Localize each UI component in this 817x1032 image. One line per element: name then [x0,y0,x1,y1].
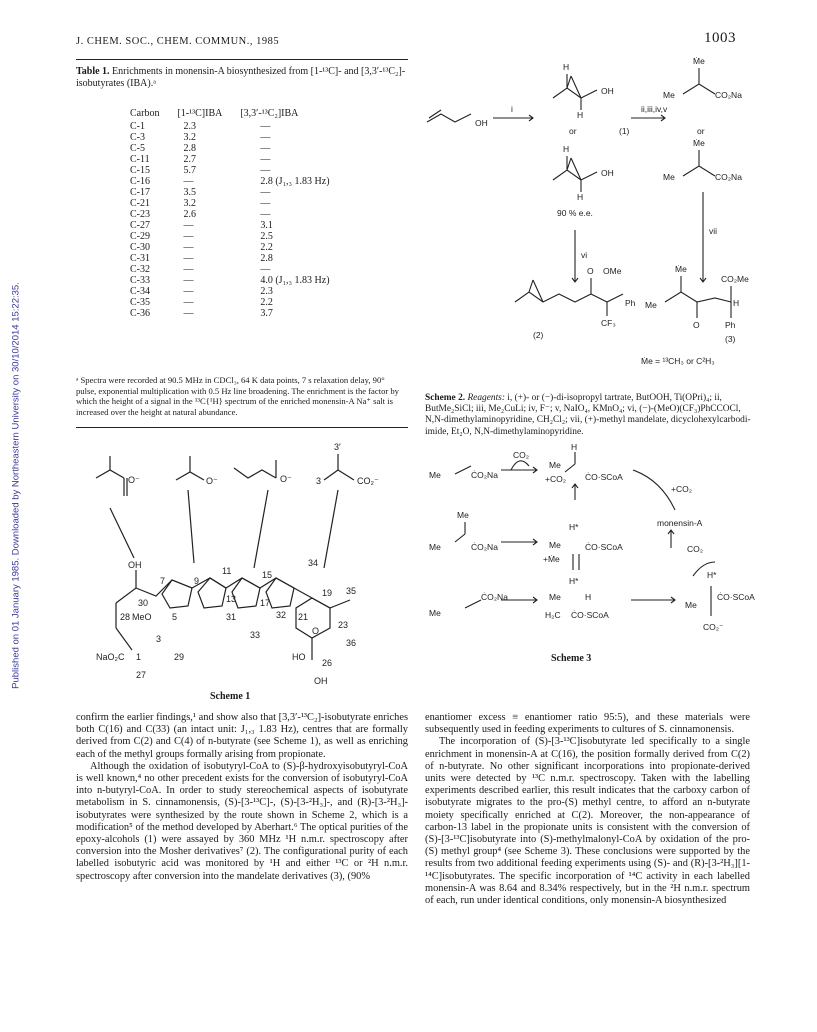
plus-co2-label: +CO₂ [671,484,693,494]
carbon-cell: C-29 [130,231,150,242]
body-right-paragraph-2: The incorporation of (S)-[3-¹³C]isobutyrate led specifically to a single enrichment in monensin-A at C(16), the position formally derived from C(2) of n-butyrate. No other significant incorporations into propionate-derived units were detected by ¹³C n.m.r. spectroscopy. Taken with the labelling experiments described earlier, this result indicates that the carboxy carbon of isobutyrate migrates to the pro-(S) methyl centre, to afford an n-butyrate moiety specifically enriched at C(2). Moreover, the non-appearance of carbon-13 label in the propionate units is consistent with the conversion of (S)-[3-¹³C]isobutyrate into (S)-methylmalonyl-CoA by oxidation of the pro-(S) methyl group⁴ (see Scheme 3). These conclusions were supported by the results from two additional feeding experiments using (S)- and (R)-[3-²H₃][1-¹⁴C]isobutyrates. The specific incorporation of ¹⁴C activity in each labelled monensin-A was 8.64 and 8.34% respectively, but in the ²H n.m.r. spectrum of each, run under identical conditions, only monensin-A biosynthesized [425,736,750,907]
mandelate-me2-label: Me [645,300,657,310]
precursor-2-bonds [176,472,204,480]
isobutyrate-1-bonds [683,84,715,94]
carbon-cell: C-33 [130,275,150,286]
table-row [130,286,348,297]
iba-33-13c2-cell: — [260,154,271,165]
row1-substrate-bond [455,466,471,474]
table-row [130,165,348,176]
carbon-cell: C-30 [130,242,150,253]
c1-label: 1 [136,652,142,662]
table-footnote: ᵃ Spectra were recorded at 90.5 MHz in CDCl₃, 64 K data points, 7 s relaxation delay, 90° pulse, exponential multiplication with 0.5 Hz line broadening. The enrichment is the factor by which the height of a signal in the ¹³C{¹H} spectrum of the enriched monensin-A Na⁺ salt is increased over the height at natural abundance. [76,375,399,417]
c33-label: 33 [250,630,261,640]
ring-a [162,580,192,608]
row2-me: Me [429,542,441,552]
epoxide-1-bonds [553,88,597,98]
step-vii-label: vii [709,226,718,236]
iba-1-13c-cell: — [183,308,194,319]
iba-33-13c2-cell: — [260,165,271,176]
row3-product-h2c: H₂C [545,610,561,620]
row1-product-h-label: H [571,442,578,452]
iba-33-13c2-cell: — [260,264,271,275]
iba-1-13c-cell: 3.2 [183,198,196,209]
scheme3-label: Scheme 3 [551,653,592,664]
iba-33-13c2-cell: 2.5 [260,231,273,242]
carbon-cell: C-34 [130,286,150,297]
iba-33-13c2-cell: 2.8 (J₁,₃ 1.83 Hz) [260,176,330,187]
table-row [130,297,348,308]
monensin-label: monensin-A [657,518,703,528]
iba-1-13c-cell: — [183,176,194,187]
table-bottom-rule [76,427,408,428]
allylic-oh-label: OH [475,118,488,128]
table-row [130,198,348,209]
iba-1-13c-cell: 3.5 [183,187,196,198]
row3-co2na: ĊO₂Na [481,592,508,602]
table-row [130,176,348,187]
mosher-epoxide-o [529,280,533,292]
column-header-carbon: Carbon [130,108,160,119]
body-right-column [425,712,750,907]
carbon-cell: C-11 [130,154,150,165]
epoxide-2-h2-label: H [577,192,584,202]
scheme3-figure [425,442,755,650]
ho-label: HO [292,652,306,662]
epoxide-1-oh-label: OH [601,86,614,96]
mandelate-me-label: Ṁe [675,264,687,274]
body-left-paragraph-1: confirm the earlier findings,¹ and show also that [3,3′-¹³C₂]-isobutyrate enriches both C(16) and C(33) (an intact unit: J₁,₃ 1.83 Hz), centres that are formally derived from C(2) and C(4) of n-butyrate (see Scheme 1), as well as enriching each of the methyl groups formally arising from propionate. [76,712,408,760]
c13-label: 13 [226,594,237,604]
step-i-label: i [511,104,513,114]
carbon-cell: C-15 [130,165,150,176]
scheme1-figure [76,438,408,688]
iba-33-13c2-cell: — [260,121,271,132]
body-left-column [76,712,408,883]
iba-1-13c-cell: — [183,297,194,308]
mosher-ome-label: OMe [603,266,622,276]
row1-co2-curve [511,461,529,470]
iba-1-13c-cell: — [183,275,194,286]
isobutyrate-2-me-label: Ṁe [693,138,705,148]
prime-label: 3′ [334,442,341,452]
row1-product-bond [565,464,575,472]
c36-label: 36 [346,638,357,648]
epoxide-2-h-label: H [563,144,570,154]
table-row [130,132,348,143]
iba-33-13c2-cell: 4.0 (J₁,₃ 1.83 Hz) [260,275,330,286]
table-row [130,264,348,275]
c29-label: 29 [174,652,185,662]
table-caption [76,66,406,90]
isobutyrate-1-me2-label: Me [663,90,675,100]
row3-hstar-top: H* [569,576,579,586]
row3-final-me: Me [685,600,697,610]
c30-label: 30 [138,598,149,608]
chain-end [116,628,132,650]
iba-33-13c2-cell: — [260,132,271,143]
c26-label: 26 [322,658,333,668]
step-vi-label: vi [581,250,588,260]
isobutyrate-1-me-label: Ṁe [693,56,705,66]
carbon-cell: C-5 [130,143,145,154]
iba-1-13c-cell: 3.2 [183,132,196,143]
epoxide-1-h-label: H [563,62,570,72]
c31-label: 31 [226,612,237,622]
download-notice-text[interactable]: Published on 01 January 1985. Downloaded by Northeastern University on 30/10/2014 15:22:35. [10,282,22,689]
row3-product-me: Me [549,592,561,602]
mandelate-bonds [665,292,731,302]
scheme2-reagents: i, (+)- or (−)-di-isopropyl tartrate, ButOOH, Ti(OPri)₄; ii, ButMe₂SiCl; iii, Me₂CuLi; iv, F⁻; v, NaIO₄, KMnO₄; vi, (−)-(MeO)(CF₃)PhCCOCl, N,N-dimethylaminopyridine, CH₂Cl₂; vii, (+)-methyl mandelate, dicyclohexylcarbodi-imide, Et₂O, N,N-dimethylaminopyridine. [425,393,751,437]
arrow-4 [324,490,338,568]
c21-label: 21 [298,612,309,622]
row3-me: Me [429,608,441,618]
c28-label: 28 [120,612,131,622]
iba-33-13c2-cell: — [260,209,271,220]
enrichment-table [130,108,348,319]
c9-label: 9 [194,576,200,586]
scheme2-label: Scheme 2. [425,393,466,403]
meo-label: MeO [132,612,152,622]
isobutyrate-2-me2-label: Me [663,172,675,182]
iba-33-13c2-cell: 2.8 [260,253,273,264]
row1-co2na: ĊO₂Na [471,470,498,480]
carbon-cell: C-31 [130,253,150,264]
c23-label: 23 [338,620,349,630]
iba-1-13c-cell: — [183,220,194,231]
cmpd1-label: (1) [619,126,630,136]
iba-33-13c2-cell: 2.2 [260,242,273,253]
row1-me: Me [429,470,441,480]
c17-label: 17 [260,598,271,608]
carbon-cell: C-17 [130,187,150,198]
row2-substrate-bond [455,534,465,542]
precursor-4-bonds [324,470,354,480]
mosher-ph-label: Ph [625,298,636,308]
table-row [130,187,348,198]
carbon-cell: C-21 [130,198,150,209]
scheme2-caption [425,393,755,438]
steps-ii-v-label: ii,iii,iv,v [641,104,668,114]
arrow-2 [188,490,194,563]
precursor-4-charge: CO₂⁻ [357,476,379,486]
table-row [130,121,348,132]
precursor-3-bonds [234,468,276,478]
table-body [130,121,348,319]
carbon-cell: C-1 [130,121,145,132]
iba-33-13c2-cell: — [260,143,271,154]
carbon-cell: C-27 [130,220,150,231]
iba-1-13c-cell: 2.8 [183,143,196,154]
iba-1-13c-cell: 2.6 [183,209,196,220]
journal-title: J. CHEM. SOC., CHEM. COMMUN., 1985 [76,36,280,47]
carbon-cell: C-35 [130,297,150,308]
c35-label: 35 [346,586,357,596]
row2-co2-label: CO₂ [687,544,704,554]
table-row [130,143,348,154]
carbon-cell: C-23 [130,209,150,220]
precursor-3-charge: O⁻ [280,474,292,484]
table-row [130,209,348,220]
scheme1-label: Scheme 1 [210,691,251,702]
body-right-paragraph-1: enantiomer excess ≡ enantiomer ratio 95:5), and these materials were subsequently used in feeding experiments to cultures of S. cinnamonensis. [425,712,750,736]
precursor-2-charge: O⁻ [206,476,218,486]
c15-label: 15 [262,570,273,580]
c7-label: 7 [160,576,166,586]
carbon-cell: C-36 [130,308,150,319]
table-row [130,308,348,319]
row1-product-co2-plus: +CO₂ [545,474,567,484]
c5-label: 5 [172,612,178,622]
or-label-1: or [569,126,577,136]
epoxide-1-h2-label: H [577,110,584,120]
column-header-1-13c: [1-¹³C]IBA [177,108,223,119]
precursor-1-bonds [96,470,124,478]
carbon-cell: C-16 [130,176,150,187]
row2-product-coscoa: ĊO·SCoA [585,542,623,552]
row3-final-co2minus: CO₂⁻ [703,622,724,632]
download-notice [6,180,22,800]
iba-1-13c-cell: 2.3 [183,121,196,132]
table-row [130,242,348,253]
oh-label: OH [128,560,142,570]
carbon-cell: C-3 [130,132,145,143]
arrow-1 [110,508,134,558]
isobutyrate-1-co2na-label: CO₂Na [715,90,742,100]
iba-33-13c2-cell: — [260,187,271,198]
row3-product-coscoa: ĊO·SCoA [571,610,609,620]
ee-label: 90 % e.e. [557,208,593,218]
iba-1-13c-cell: 5.7 [183,165,196,176]
mandelate-ph-label: Ph [725,320,736,330]
iba-1-13c-cell: — [183,242,194,253]
mosher-ester-bonds [515,292,623,302]
iba-1-13c-cell: — [183,286,194,297]
row3-substrate-bond [465,600,481,608]
c32-label: 32 [276,610,287,620]
column-header-33-13c2: [3,3′-¹³C₂]IBA [240,108,299,119]
row3-final-hstar: H* [707,570,717,580]
c34-label: 34 [308,558,319,568]
mandelate-o-label: O [693,320,700,330]
ring-d [266,578,294,608]
scheme2-figure [425,52,755,390]
or-label-2: or [697,126,705,136]
table-row [130,231,348,242]
epoxide-2-o [567,158,571,170]
iba-1-13c-cell: — [183,231,194,242]
iba-1-13c-cell: 2.7 [183,154,196,165]
to-monensin-curve [633,470,675,510]
body-left-paragraph-2: Although the oxidation of isobutyryl-CoA to (S)-β-hydroxyisobutyryl-CoA is well known,⁴ no other precedent exists for the conversion of isobutyryl-CoA into n-butyryl-CoA. In order to study stereochemical aspects of isobutyrate metabolism in S. cinnamonensis, (S)-[3-¹³C]-, (S)-[3-²H₃]-, and (R)-[3-²H₃]-isobutyrates were synthesized by the route shown in Scheme 2, which is a modification⁵ of the method developed by Aberhart.⁶ The optical purities of the epoxy-alcohols (1) were assayed by 360 MHz ¹H n.m.r. spectroscopy after conversion into the Mosher derivatives⁷ (2). The configurational purity of each labelled isobutyric acid was monitored by ¹H and either ¹³C or ²H n.m.r. spectroscopy after conversion into the mandelate derivatives (3), (90% [76,760,408,882]
scheme2-reagents-label: Reagents: [467,393,505,403]
c3-skeleton-label: 3 [156,634,162,644]
c27-label: 27 [136,670,147,680]
epoxide-1-o [567,76,571,88]
c19-label: 19 [322,588,333,598]
row1-co2: CO₂ [513,450,530,460]
iba-33-13c2-cell: 3.7 [260,308,273,319]
row1-product-coscoa: ĊO·SCoA [585,472,623,482]
row2-product-me: Me [549,540,561,550]
cmpd2-label: (2) [533,330,544,340]
table-row [130,220,348,231]
epoxide-2-oh-label: OH [601,168,614,178]
row2-hstar: H* [569,522,579,532]
nao2c-label: NaO₂C [96,652,125,662]
mosher-cf3-label: CF₃ [601,318,616,328]
iba-33-13c2-cell: — [260,198,271,209]
iba-33-13c2-cell: 2.2 [260,297,273,308]
row3-final-coscoa: ĊO·SCoA [717,592,755,602]
arrow-3 [254,490,268,568]
row2-me-top: Me [457,510,469,520]
mosher-o-label: O [587,266,594,276]
ring-o-label: O [312,626,320,636]
iba-33-13c2-cell: 3.1 [260,220,273,231]
mandelate-h-label: H [733,298,740,308]
precursor-1-charge: O⁻ [128,475,140,485]
cmpd3-label: (3) [725,334,736,344]
row2-co2na: ĊO₂Na [471,542,498,552]
table-label: Table 1. [76,66,110,77]
table-row [130,275,348,286]
epoxide-2-bonds [553,170,597,180]
table-row [130,253,348,264]
table-row [130,154,348,165]
row1-product-me: Me [549,460,561,470]
table-header-row [130,108,348,121]
isobutyrate-2-bonds [683,166,715,176]
mandelate-co2me-label: CO₂Me [721,274,749,284]
table-top-rule [76,59,408,60]
terminal-oh-label: OH [314,676,328,686]
row2-product-me-plus: +Ṁe [543,554,560,564]
isobutyrate-2-co2na-label: CO₂Na [715,172,742,182]
c11-label: 11 [222,566,232,576]
iba-33-13c2-cell: 2.3 [260,286,273,297]
iba-1-13c-cell: — [183,253,194,264]
carbon-cell: C-32 [130,264,150,275]
ring-c [232,578,260,608]
row3-product-h: H [585,592,592,602]
c3-label: 3 [316,476,322,486]
me-definition: Ṁe = ¹³CH₃ or C²H₃ [641,356,715,366]
iba-1-13c-cell: — [183,264,194,275]
page-number: 1003 [704,30,736,46]
table-caption-text: Enrichments in monensin-A biosynthesized from [1-¹³C]- and [3,3′-¹³C₂]-isobutyrates (IBA).ᵃ [76,66,406,89]
